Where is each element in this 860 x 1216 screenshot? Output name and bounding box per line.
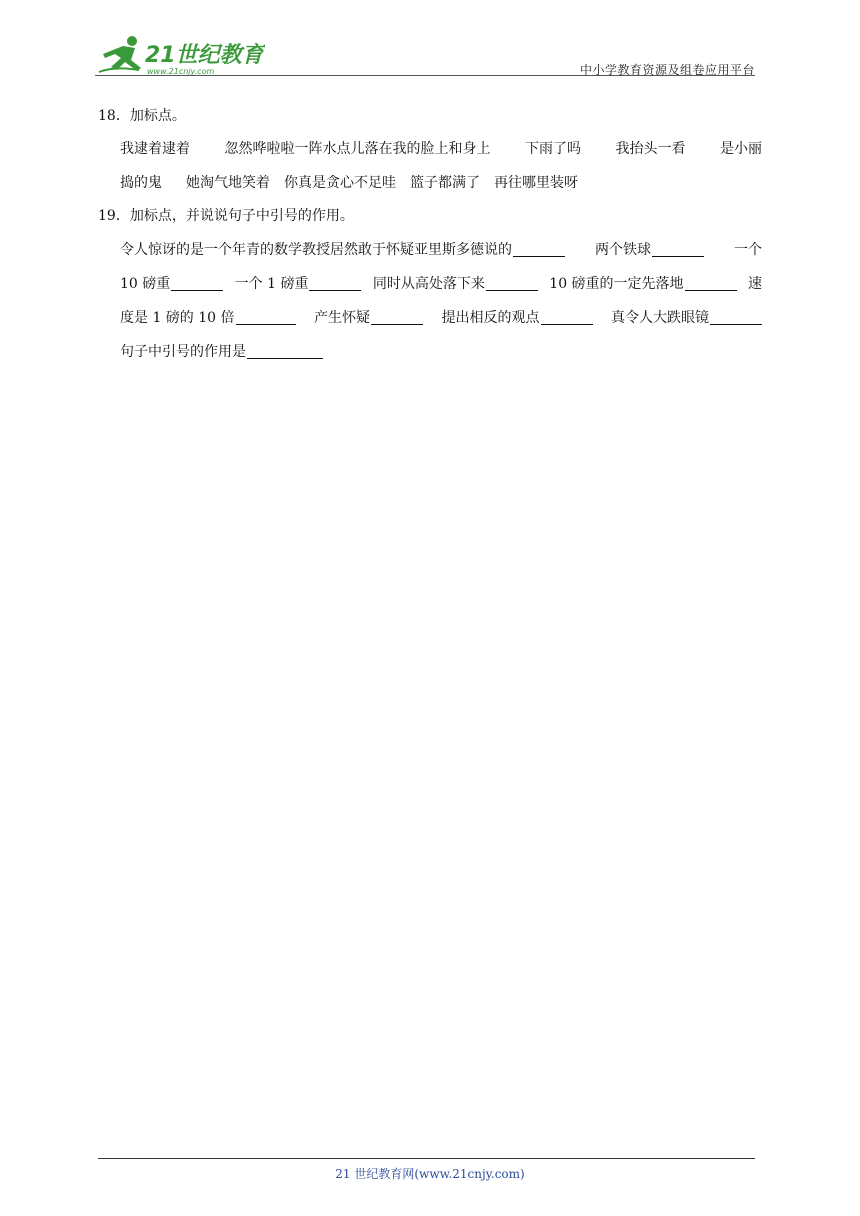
- answer-blank[interactable]: [171, 276, 223, 291]
- q19-line-3: [120, 306, 762, 330]
- answer-blank[interactable]: [652, 242, 704, 257]
- q18-seg: 下雨了吗: [525, 141, 581, 157]
- svg-text:www.21cnjy.com: www.21cnjy.com: [147, 67, 215, 76]
- q18-seg: 她淘气地笑着: [186, 175, 270, 191]
- page-footer: 21 世纪教育网(www.21cnjy.com): [335, 1167, 525, 1181]
- logo: [95, 32, 265, 76]
- q19-seg: 10 磅重的一定先落地: [549, 276, 684, 292]
- q19-seg: 10 磅重: [120, 276, 171, 292]
- q19-seg: 一个: [734, 242, 762, 258]
- answer-blank[interactable]: [486, 276, 538, 291]
- answer-blank[interactable]: [371, 310, 423, 325]
- q18-line-1: [120, 137, 762, 161]
- q18-title: 18．加标点。: [98, 108, 186, 124]
- q18-seg: 我抬头一看: [615, 141, 686, 157]
- q19-seg: 产生怀疑: [314, 310, 371, 326]
- q18-seg: 篮子都满了: [410, 175, 480, 191]
- answer-blank[interactable]: [710, 310, 762, 325]
- q19-seg: 度是 1 磅的 10 倍: [120, 310, 235, 326]
- q19-seg: 令人惊讶的是一个年青的数学教授居然敢于怀疑亚里斯多德说的: [120, 242, 512, 258]
- q19-seg: 一个 1 磅重: [234, 276, 309, 292]
- answer-blank[interactable]: [247, 344, 323, 359]
- q18-seg: 忽然哗啦啦一阵水点儿落在我的脸上和身上: [224, 141, 491, 157]
- q19-seg: 提出相反的观点: [441, 310, 540, 326]
- q18-seg: 你真是贪心不足哇: [284, 175, 396, 191]
- page-header: [95, 30, 755, 78]
- answer-blank[interactable]: [513, 242, 565, 257]
- q19-title: 19．加标点，并说说句子中引号的作用。: [98, 208, 354, 224]
- q19-line-2: [120, 272, 762, 296]
- answer-blank[interactable]: [541, 310, 593, 325]
- q18-seg: 再往哪里装呀: [494, 175, 578, 191]
- answer-blank[interactable]: [309, 276, 361, 291]
- q18-seg: 我逮着逮着: [120, 141, 190, 157]
- q19-line-4: [120, 340, 762, 364]
- q19-seg: 真令人大跌眼镜: [610, 310, 709, 326]
- footer-divider: [98, 1158, 755, 1159]
- q19-seg: 句子中引号的作用是: [120, 344, 246, 360]
- q19-seg: 两个铁球: [595, 242, 651, 258]
- platform-name: 中小学教育资源及组卷应用平台: [579, 63, 755, 77]
- answer-blank[interactable]: [236, 310, 296, 325]
- q18-seg: 是小丽: [720, 141, 762, 157]
- header-divider: [95, 75, 755, 76]
- q19-seg: 速: [747, 276, 762, 292]
- svg-text:21世纪教育: 21世纪教育: [145, 43, 264, 68]
- q18-line-2: [120, 171, 762, 195]
- q19-line-1: [120, 238, 762, 262]
- q18-seg: 捣的鬼: [120, 175, 162, 191]
- answer-blank[interactable]: [685, 276, 737, 291]
- q19-seg: 同时从高处落下来: [372, 276, 485, 292]
